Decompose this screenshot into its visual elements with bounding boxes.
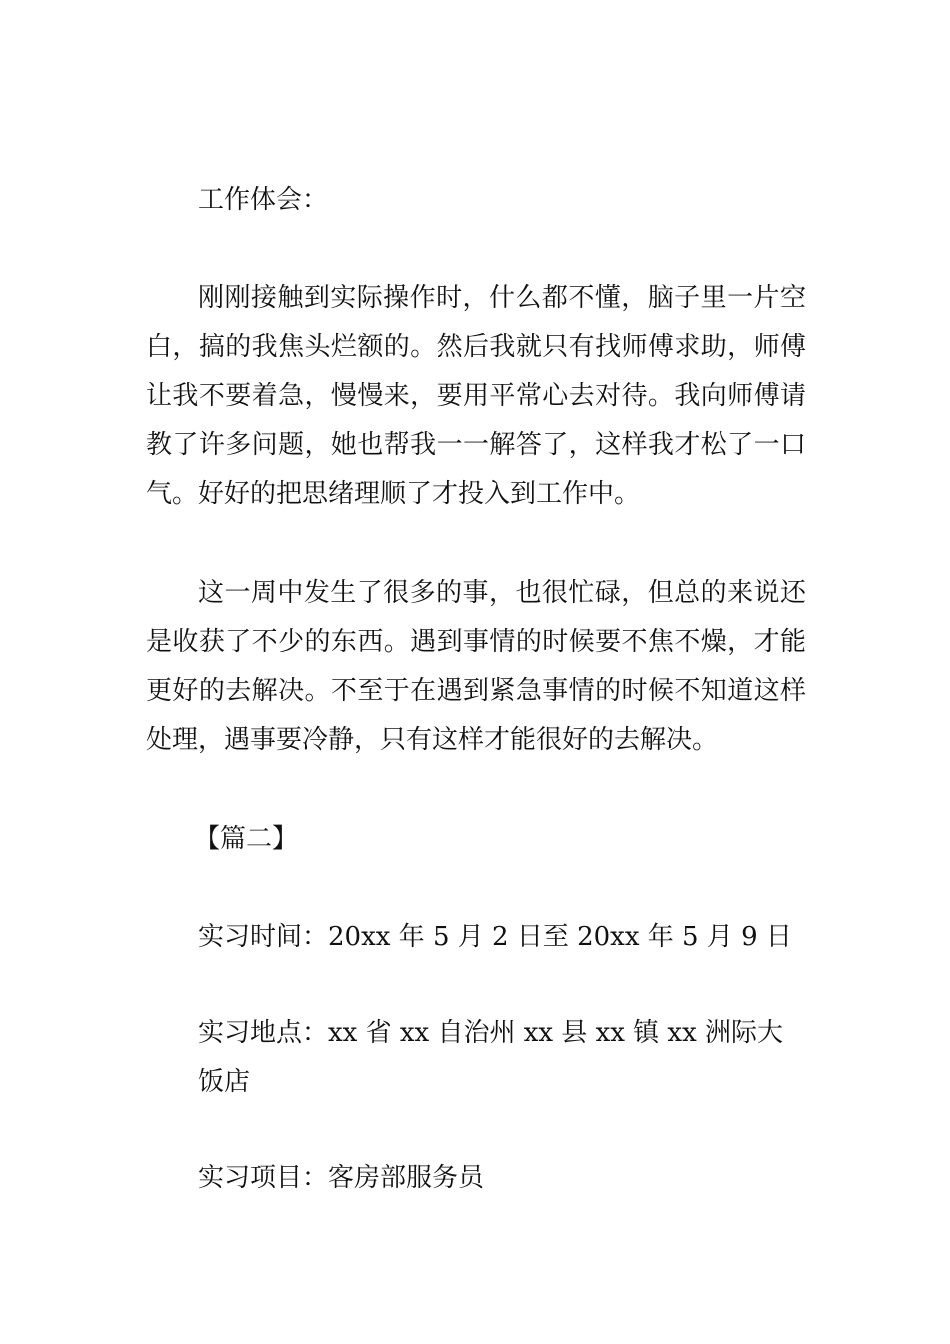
paragraph-week-summary: 这一周中发生了很多的事，也很忙碌，但总的来说还是收获了不少的东西。遇到事情的时候要不焦不燥，才能更好的去解决。不至于在遇到紧急事情的时候不知道这样处理，遇事要冷静，只有这样才能很好的去解决。 [146,578,806,755]
paragraph-first-contact: 刚刚接触到实际操作时，什么都不懂，脑子里一片空白，搞的我焦头烂额的。然后我就只有找师傅求助，师傅让我不要着急，慢慢来，要用平常心去对待。我向师傅请教了许多问题，她也帮我一一解答了，这样我才松了一口气。好好的把思绪理顺了才投入到工作中。 [146,283,806,509]
section-heading-work-experience: 工作体会： [198,185,329,215]
internship-time: 实习时间：20xx 年 5 月 2 日至 20xx 年 5 月 9 日 [198,922,792,952]
internship-location: 实习地点：xx 省 xx 自治州 xx 县 xx 镇 xx 洲际大饭店 [198,1018,784,1097]
internship-project: 实习项目：客房部服务员 [198,1163,485,1193]
document-body [146,176,806,1250]
section-title-part-two: 【篇二】 [194,824,299,854]
